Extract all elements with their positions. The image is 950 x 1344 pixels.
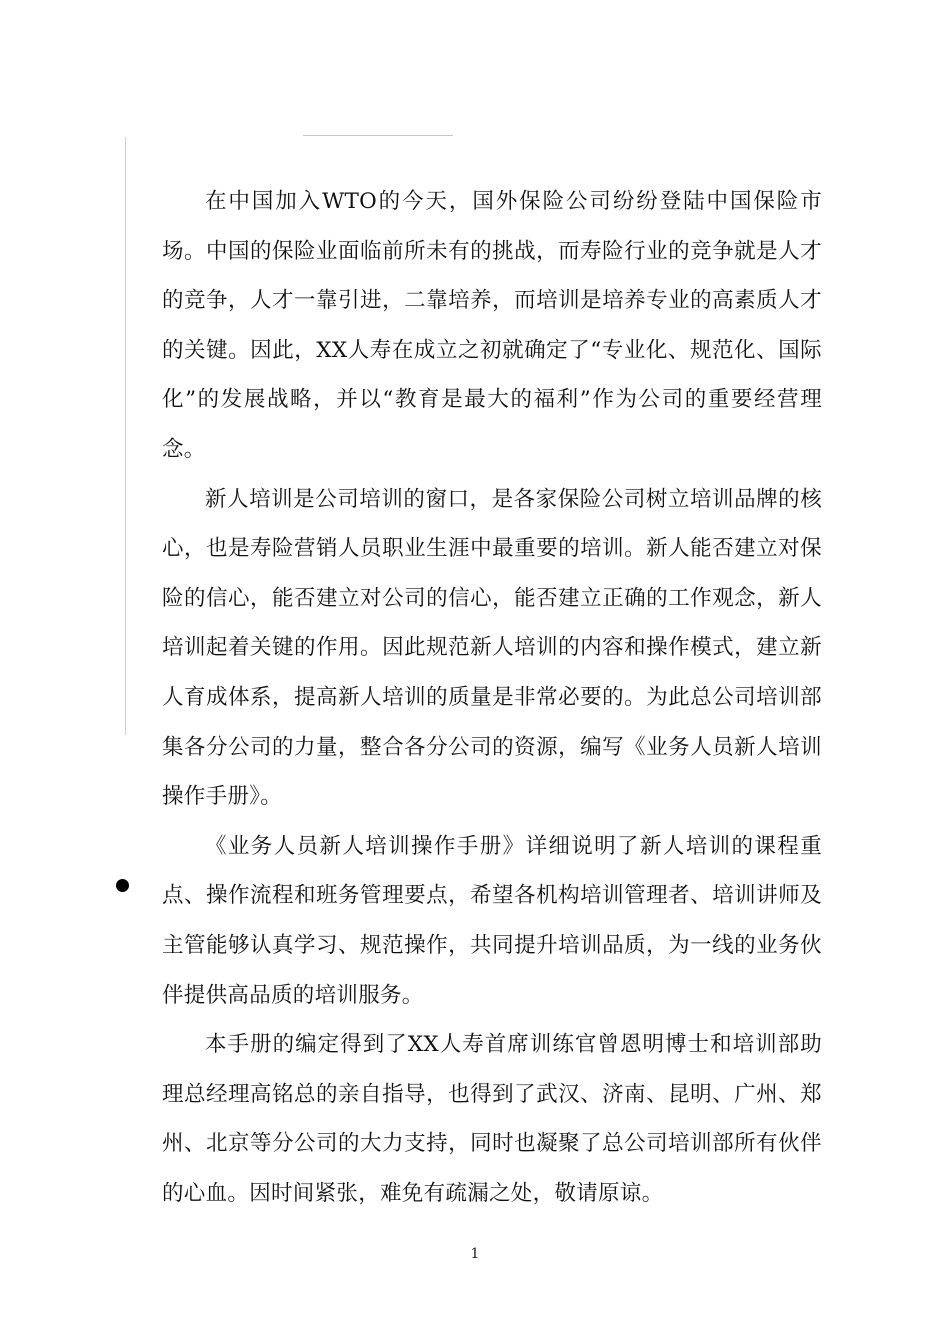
bullet-dot <box>116 879 129 892</box>
paragraph-acknowledgements: 本手册的编定得到了XX人寿首席训练官曾恩明博士和培训部助理总经理高铭总的亲自指导，也得到了武汉、济南、昆明、广州、郑州、北京等分公司的大力支持，同时也凝聚了总公司培训部所有伙伴的心血。因时间紧张，难免有疏漏之处，敬请原谅。 <box>162 1032 822 1206</box>
left-margin-line <box>125 137 126 735</box>
page-number: 1 <box>470 1246 480 1262</box>
top-divider <box>303 135 453 136</box>
paragraph-new-hire-training: 新人培训是公司培训的窗口，是各家保险公司树立培训品牌的核心，也是寿险营销人员职业生涯中最重要的培训。新人能否建立对保险的信心，能否建立对公司的信心，能否建立正确的工作观念，新人培训起着关键的作用。因此规范新人培训的内容和操作模式，建立新人育成体系，提高新人培训的质量是非常必要的。为此总公司培训部集各分公司的力量，整合各分公司的资源，编写《业务人员新人培训操作手册》。 <box>162 486 822 810</box>
paragraph-intro: 在中国加入WTO的今天，国外保险公司纷纷登陆中国保险市场。中国的保险业面临前所未有的挑战，而寿险行业的竞争就是人才的竞争，人才一靠引进，二靠培养，而培训是培养专业的高素质人才的关键。因此，XX人寿在成立之初就确定了“专业化、规范化、国际化”的发展战略，并以“教育是最大的福利”作为公司的重要经营理念。 <box>162 189 822 462</box>
document-body <box>162 177 822 1218</box>
paragraph-manual-description: 《业务人员新人培训操作手册》详细说明了新人培训的课程重点、操作流程和班务管理要点，希望各机构培训管理者、培训讲师及主管能够认真学习、规范操作，共同提升培训品质，为一线的业务伙伴提供高品质的培训服务。 <box>162 833 822 1008</box>
